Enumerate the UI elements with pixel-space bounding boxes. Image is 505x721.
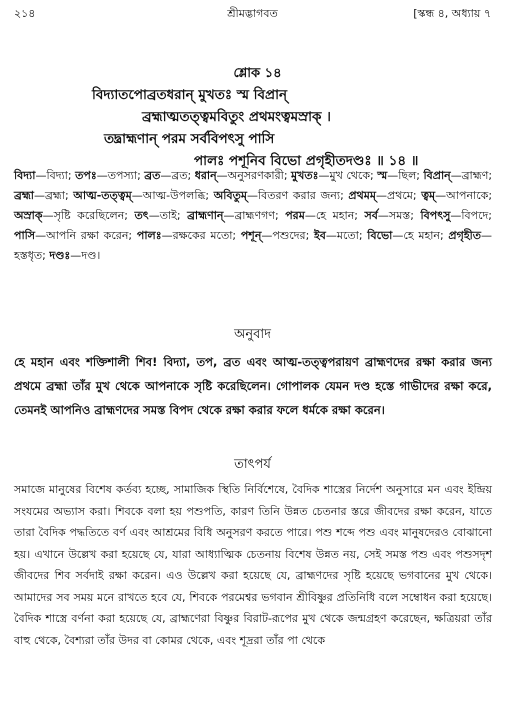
word-for-word-synonyms: বিদ্যা—বিদ্যা; তপঃ—তপস্যা; ব্রত—ব্রত; ধরান্—অনুসরণকারী; মুখতঃ—মুখ থেকে; স্ম—ছিল; বিপ্রান্—ব্রাহ্মণ; ব্রহ্মা—ব্রহ্মা; আত্ম-তত্ত্বম্—আত্ম-উপলব্ধি; অবিতুম্—বিতরণ করার জন্য; প্রথমম্—প্রথমে; ত্বম্—আপনাকে; অস্রাক্—সৃষ্টি করেছিলেন; তৎ—তাই; ব্রাহ্মণান্—ব্রাহ্মণগণ; পরম—হে মহান; সর্ব—সমস্ত; বিপৎসু—বিপদে; পাসি—আপনি রক্ষা করেন; পালঃ—রক্ষকের মতো; পশূন্—পশুদের; ইব—মতো; বিভো—হে মহান; প্রগৃহীত—হস্তধৃত; দণ্ডঃ—দণ্ড। <box>14 169 493 262</box>
book-title: শ্রীমদ্ভাগবত <box>227 7 278 20</box>
synonym-meaning: ছিল <box>398 169 417 182</box>
synonym-term: পশূন্ <box>240 229 262 242</box>
synonym-term: অস্রাক্ <box>14 209 43 222</box>
synonym-term: ব্রাহ্মণান্ <box>187 209 224 222</box>
page-header <box>14 6 491 22</box>
synonym-meaning: তপস্যা <box>107 169 138 182</box>
synonym-meaning: মতো <box>336 229 359 242</box>
synonym-meaning: প্রথমে <box>386 189 413 202</box>
synonym-meaning: ব্রহ্মা <box>44 189 65 202</box>
synonym-meaning: আত্ম-উপলব্ধি <box>142 189 206 202</box>
synonym-meaning: ব্রত <box>171 169 188 182</box>
synonym-term: ত্বম্ <box>421 189 436 202</box>
synonym-meaning: ব্রাহ্মণ <box>461 169 489 182</box>
synonym-meaning: হে মহান <box>315 209 355 222</box>
synonym-term: প্রগৃহীত <box>448 229 482 242</box>
synonym-term: ইব <box>314 229 326 242</box>
synonym-term: বিপ্রান্ <box>423 169 451 182</box>
synonym-term: স্ম <box>377 169 388 182</box>
synonym-term: বিভো <box>367 229 393 242</box>
synonym-meaning: দণ্ড <box>81 249 97 262</box>
verse-line: বিদ্যাতপোব্রতধরান্ মুখতঃ স্ম বিপ্রান্ <box>92 87 288 103</box>
synonym-meaning: হে মহান <box>403 229 440 242</box>
translation-text: হে মহান এবং শক্তিশালী শিব! বিদ্যা, তপ, ব্রত এবং আত্ম-তত্ত্বপরায়ণ ব্রাহ্মণদের রক্ষা করার জন্য প্রথমে ব্রহ্মা তাঁর মুখ থেকে আপনাকে সৃষ্টি করেছিলেন। গোপালক যেমন দণ্ড হস্তে গাভীদের রক্ষা করে, তেমনই আপনিও ব্রাহ্মণদের সমস্ত বিপদ থেকে রক্ষা করার ফলে ধর্মকে রক্ষা করেন। <box>14 355 492 417</box>
verse-line: পালঃ পশূনিব বিভো প্রগৃহীতদণ্ডঃ ॥ ১৪ ॥ <box>194 153 419 169</box>
synonym-term: পাসি <box>14 229 36 242</box>
synonym-meaning: তাই <box>159 209 177 222</box>
verse-label: শ্লোক ১৪ <box>233 66 282 81</box>
synonym-meaning: সমস্ত <box>388 209 411 222</box>
purport-heading: তাৎপর্য <box>234 457 271 472</box>
page-number: ২১৪ <box>14 7 36 20</box>
synonym-term: অবিতুম্ <box>213 189 247 202</box>
synonym-term: দণ্ডঃ <box>49 249 71 262</box>
purport-text: সমাজে মানুষের বিশেষ কর্তব্য হচ্ছে, সামাজিক স্থিতি নির্বিশেষে, বৈদিক শাস্ত্রের নির্দেশ অনুসারে মন এবং ইন্দ্রিয় সংযমের অভ্যাস করা। শিবকে বলা হয় পশুপতি, কারণ তিনি উন্নত চেতনার স্তরে জীবদের রক্ষা করেন, যাতে তারা বৈদিক পদ্ধতিতে বর্ণ এবং আশ্রমের বিধি অনুসরণ করতে পারে। পশু শব্দে পশু এবং মানুষদেরও বোঝানো হয়। এখানে উল্লেখ করা হয়েছে যে, যারা আধ্যাত্মিক চেতনায় বিশেষ উন্নত নয়, সেই সমস্ত পশু এবং পশুসদৃশ জীবদের শিব সর্বদাই রক্ষা করেন। এও উল্লেখ করা হয়েছে যে, ব্রাহ্মণদের সৃষ্টি হয়েছে ভগবানের মুখ থেকে। আমাদের সব সময় মনে রাখতে হবে যে, শিবকে পরমেশ্বর ভগবান শ্রীবিষ্ণুর প্রতিনিধি বলে সম্বোধন করা হয়েছে। বৈদিক শাস্ত্রে বর্ণনা করা হয়েছে যে, ব্রাহ্মণেরা বিষ্ণুর বিরাট-রূপের মুখ থেকে জন্মগ্রহণ করেছেন, ক্ষত্রিয়রা তাঁর বাহু থেকে, বৈশ্যরা তাঁর উদর বা কোমর থেকে, এবং শূদ্ররা তাঁর পা থেকে <box>14 483 492 647</box>
translation-heading: অনুবাদ <box>234 327 271 342</box>
verse-block <box>0 64 505 172</box>
verse-line: ব্রহ্মাত্মতত্ত্বমবিতুং প্রথমংত্বমস্রাক্ । <box>142 109 331 125</box>
synonym-term: আত্ম-তত্ত্বম্ <box>73 189 132 202</box>
synonym-meaning: ব্রাহ্মণগণ <box>234 209 275 222</box>
synonym-term: ব্রত <box>144 169 161 182</box>
chapter-reference: [স্কন্ধ ৪, অধ্যায় ৭ <box>413 7 491 20</box>
synonym-meaning: রক্ষকের মতো <box>172 229 233 242</box>
synonym-term: বিপৎসু <box>420 209 451 222</box>
synonym-term: ব্রহ্মা <box>14 189 34 202</box>
synonym-meaning: বিতরণ করার জন্য <box>257 189 341 202</box>
synonym-meaning: বিদ্যা <box>46 169 68 182</box>
synonym-term: বিদ্যা <box>14 169 36 182</box>
synonym-term: প্রথমম্ <box>348 189 376 202</box>
synonym-meaning: সৃষ্টি করেছিলেন <box>53 209 125 222</box>
synonym-term: মুখতঃ <box>291 169 319 182</box>
synonym-term: তৎ <box>134 209 149 222</box>
synonym-term: সর্ব <box>364 209 378 222</box>
synonym-term: পরম <box>285 209 305 222</box>
synonym-meaning: পশুদের <box>272 229 306 242</box>
synonym-meaning: আপনি রক্ষা করেন <box>46 229 129 242</box>
synonym-meaning: অনুসরণকারী <box>227 169 284 182</box>
synonym-term: পালঃ <box>136 229 162 242</box>
verse-line: তদ্ব্রাহ্মণান্ পরম সর্ববিপৎসু পাসি <box>104 131 275 147</box>
synonym-meaning: বিপদে <box>461 209 489 222</box>
synonym-term: ধরান্ <box>194 169 217 182</box>
synonym-meaning: হস্তধৃত <box>14 249 43 262</box>
synonym-term: তপঃ <box>75 169 97 182</box>
synonym-meaning: আপনাকে <box>446 189 489 202</box>
synonym-meaning: মুখ থেকে <box>329 169 371 182</box>
